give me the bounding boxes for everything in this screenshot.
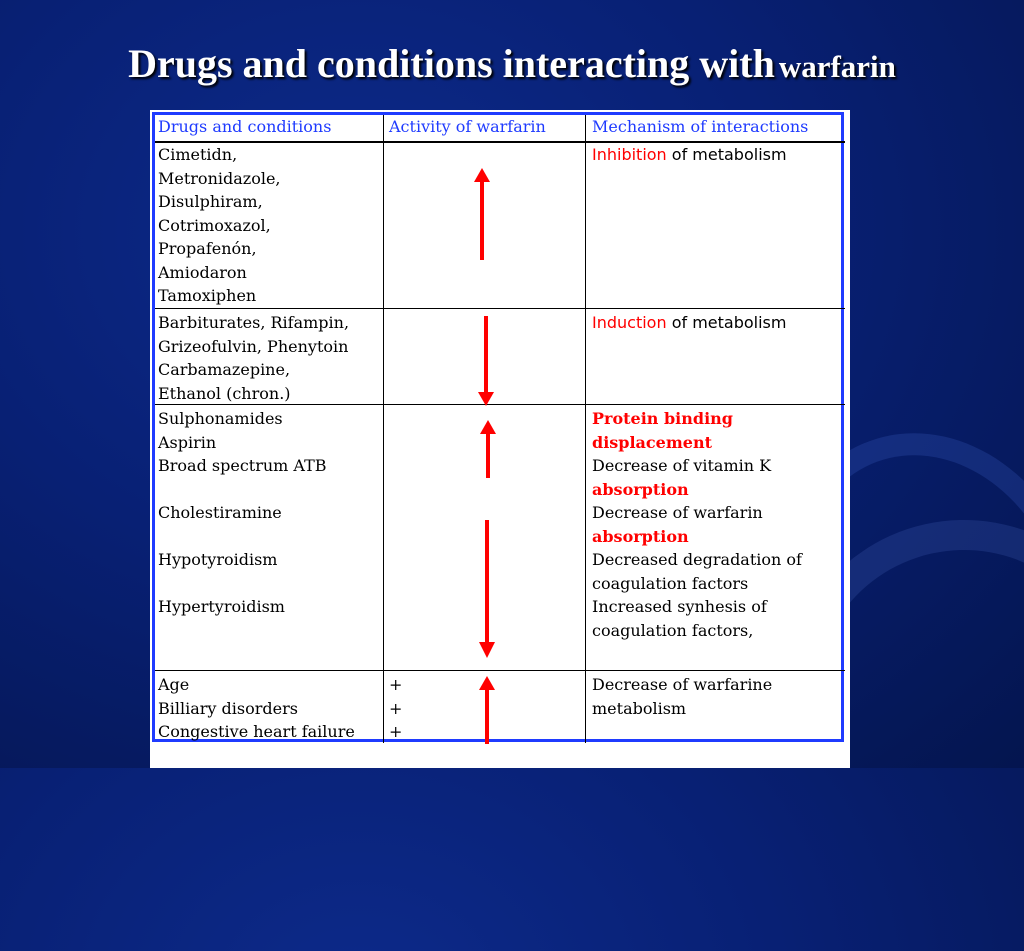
mechanism-text: of metabolism (666, 145, 787, 164)
arrow-up-icon (472, 168, 492, 262)
drug-item: Cholestiramine (158, 503, 282, 522)
drug-item: Congestive heart failure (158, 722, 355, 741)
drug-item: Sulphonamides (158, 409, 283, 428)
row2-mechanism (592, 311, 786, 335)
mechanism-line: coagulation factors, (592, 620, 754, 640)
drug-item: Propafenón, (158, 239, 257, 258)
drug-item: Amiodaron (158, 262, 247, 282)
mechanism-line: absorption (592, 526, 689, 546)
arrow-down-icon (476, 316, 496, 408)
row4-activity-marks (389, 673, 402, 744)
column-divider (585, 115, 586, 743)
plus-mark: + (389, 722, 403, 741)
drug-item: Hypotyroidism (158, 550, 278, 569)
slide-title-main: Drugs and conditions interacting with (128, 41, 775, 86)
header-drugs: Drugs and conditions (158, 117, 332, 136)
mechanism-line: Decrease of warfarine (592, 675, 773, 694)
mechanism-line: Protein binding (592, 409, 733, 428)
plus-mark: + (389, 675, 403, 694)
drug-item: Disulphiram, (158, 192, 263, 211)
drug-item: Ethanol (chron.) (158, 383, 291, 403)
row3-drugs (158, 407, 327, 619)
mechanism-text: of metabolism (666, 313, 787, 332)
mechanism-highlight: Inhibition (592, 145, 667, 164)
drug-item: Metronidazole, (158, 168, 281, 188)
arrow-down-icon (477, 520, 497, 660)
mechanism-line: Decrease of vitamin K (592, 456, 772, 475)
drug-item (158, 525, 327, 549)
mechanism-line: Decreased degradation of (592, 550, 802, 569)
mechanism-line: metabolism (592, 698, 687, 718)
mechanism-line: Decrease of warfarin (592, 503, 763, 522)
mechanism-line: displacement (592, 432, 712, 452)
plus-mark: + (389, 698, 403, 718)
row3-mechanism (592, 407, 802, 642)
mechanism-highlight: Induction (592, 313, 667, 332)
drug-item (158, 572, 327, 596)
row1-drugs (158, 143, 281, 308)
mechanism-line: Increased synhesis of (592, 597, 767, 616)
arrow-up-icon (478, 420, 498, 480)
drug-item: Carbamazepine, (158, 360, 291, 379)
arrow-up-icon (477, 676, 497, 744)
header-activity: Activity of warfarin (389, 117, 546, 136)
drug-item: Tamoxiphen (158, 286, 257, 305)
drug-item: Broad spectrum ATB (158, 456, 327, 475)
row4-mechanism (592, 673, 772, 720)
header-mechanism: Mechanism of interactions (592, 117, 809, 136)
drug-item: Cotrimoxazol, (158, 215, 271, 235)
drug-item: Billiary disorders (158, 698, 298, 718)
row4-drugs (158, 673, 355, 744)
row2-drugs (158, 311, 349, 405)
row-divider (155, 670, 845, 671)
drug-item: Grizeofulvin, Phenytoin (158, 336, 349, 356)
drug-item: Cimetidn, (158, 145, 238, 164)
slide-title (0, 40, 1024, 87)
slide-title-drug: warfarin (778, 49, 896, 84)
drug-item: Barbiturates, Rifampin, (158, 313, 350, 332)
drug-item: Aspirin (158, 432, 217, 452)
row-divider (155, 308, 845, 309)
mechanism-line: coagulation factors (592, 573, 749, 593)
drug-item: Hypertyroidism (158, 597, 285, 616)
row1-mechanism (592, 143, 787, 167)
drug-item (158, 478, 327, 502)
drug-item: Age (158, 675, 190, 694)
column-divider (383, 115, 384, 743)
mechanism-line: absorption (592, 479, 689, 499)
